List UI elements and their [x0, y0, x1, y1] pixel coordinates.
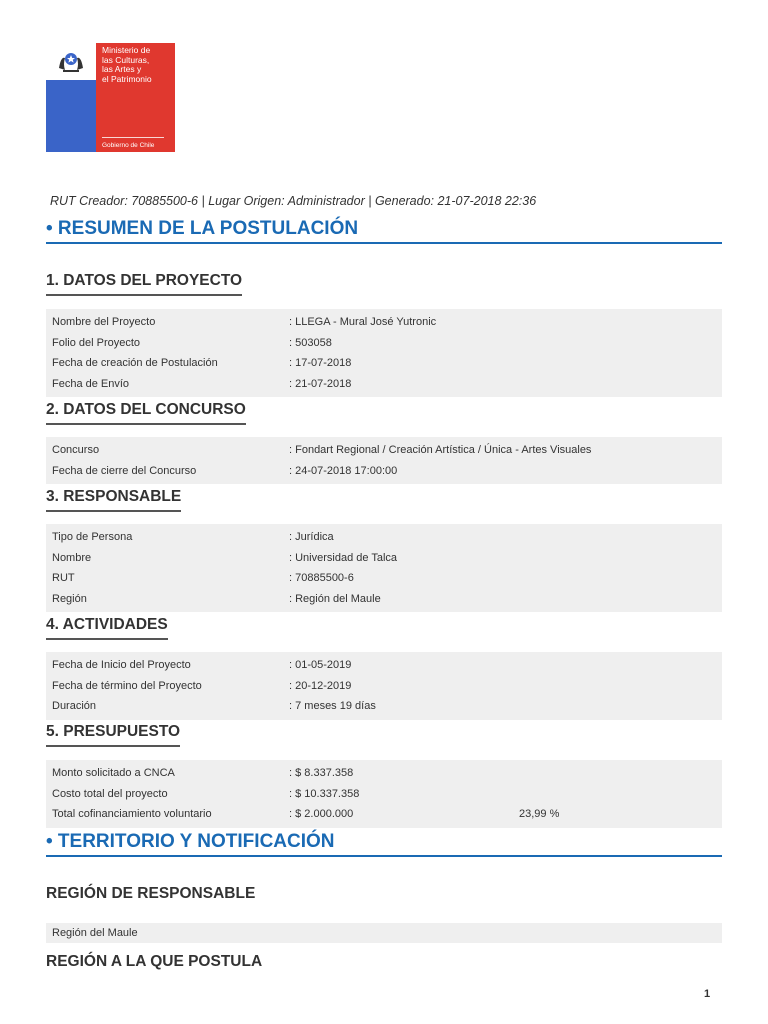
coat-of-arms-icon	[53, 48, 89, 74]
row-value: : 21-07-2018	[289, 378, 352, 391]
table-row	[46, 353, 722, 374]
row-label: Concurso	[52, 444, 100, 457]
logo-line-2: las Culturas,	[102, 54, 150, 65]
table-datos-proyecto	[46, 309, 722, 397]
table-row	[46, 568, 722, 589]
table-row	[46, 655, 722, 676]
table-row	[46, 461, 722, 482]
row-value: : 01-05-2019	[289, 659, 352, 672]
heading-responsable: 3. RESPONSABLE	[46, 488, 181, 512]
row-value: : 24-07-2018 17:00:00	[289, 464, 398, 477]
section-title-territorio: • TERRITORIO Y NOTIFICACIÓN	[46, 831, 722, 857]
heading-presupuesto: 5. PRESUPUESTO	[46, 723, 180, 747]
row-label: Duración	[52, 700, 97, 713]
row-percentage: 23,99 %	[519, 808, 560, 821]
logo-line-1: Ministerio de	[102, 45, 151, 55]
row-label: Región	[52, 593, 87, 606]
logo-subtitle: Gobierno de Chile	[102, 142, 155, 149]
row-label: Nombre del Proyecto	[52, 316, 156, 329]
table-presupuesto	[46, 760, 722, 828]
table-row	[46, 374, 722, 395]
row-value: : 70885500-6	[289, 572, 354, 585]
row-label: Total cofinanciamiento voluntario	[52, 808, 212, 821]
row-value: : 17-07-2018	[289, 357, 352, 370]
row-label: Fecha de Envío	[52, 378, 130, 391]
row-value: : 503058	[289, 336, 332, 349]
row-value: : 20-12-2019	[289, 679, 352, 692]
table-row	[46, 440, 722, 461]
table-row	[46, 312, 722, 333]
row-value: : Región del Maule	[289, 593, 381, 606]
table-responsable	[46, 524, 722, 612]
section-title-resumen: • RESUMEN DE LA POSTULACIÓN	[46, 218, 722, 244]
heading-datos-proyecto: 1. DATOS DEL PROYECTO	[46, 272, 242, 296]
row-label: Fecha de término del Proyecto	[52, 679, 202, 692]
heading-datos-concurso: 2. DATOS DEL CONCURSO	[46, 401, 246, 425]
row-label: Monto solicitado a CNCA	[52, 767, 175, 780]
row-value: : LLEGA - Mural José Yutronic	[289, 316, 437, 329]
page-number: 1	[704, 988, 711, 1000]
table-datos-concurso	[46, 437, 722, 484]
row-value: : 7 meses 19 días	[289, 700, 376, 713]
table-row	[46, 589, 722, 610]
row-label: Tipo de Persona	[52, 531, 133, 544]
row-value: : $ 8.337.358	[289, 767, 354, 780]
row-value: : Universidad de Talca	[289, 551, 398, 564]
table-row	[46, 696, 722, 717]
row-label: Fecha de creación de Postulación	[52, 357, 218, 370]
row-label: RUT	[52, 572, 75, 585]
table-row	[46, 676, 722, 697]
ministry-logo	[46, 43, 175, 152]
heading-region-postula: REGIÓN A LA QUE POSTULA	[46, 953, 263, 970]
table-row	[46, 333, 722, 354]
row-label: Nombre	[52, 551, 92, 564]
row-value: : Jurídica	[289, 531, 334, 544]
table-row	[46, 527, 722, 548]
table-actividades	[46, 652, 722, 720]
row-value: : $ 10.337.358	[289, 787, 360, 800]
table-row	[46, 804, 722, 825]
row-value: : $ 2.000.000	[289, 808, 354, 821]
table-row	[46, 548, 722, 569]
logo-line-3: las Artes y	[102, 64, 142, 74]
table-row	[46, 784, 722, 805]
logo-line-4: el Patrimonio	[102, 73, 152, 84]
row-label: Costo total del proyecto	[52, 787, 168, 800]
row-label: Fecha de cierre del Concurso	[52, 464, 197, 477]
row-value: : Fondart Regional / Creación Artística / Única - Artes Visuales	[289, 444, 592, 457]
row-label: Fecha de Inicio del Proyecto	[52, 659, 191, 672]
row-label: Folio del Proyecto	[52, 336, 141, 349]
region-responsable-value: Región del Maule	[46, 923, 722, 943]
heading-region-responsable: REGIÓN DE RESPONSABLE	[46, 885, 256, 902]
document-metadata: RUT Creador: 70885500-6 | Lugar Origen: Administrador | Generado: 21-07-2018 22:36	[50, 194, 537, 208]
heading-actividades: 4. ACTIVIDADES	[46, 616, 168, 640]
table-row	[46, 763, 722, 784]
